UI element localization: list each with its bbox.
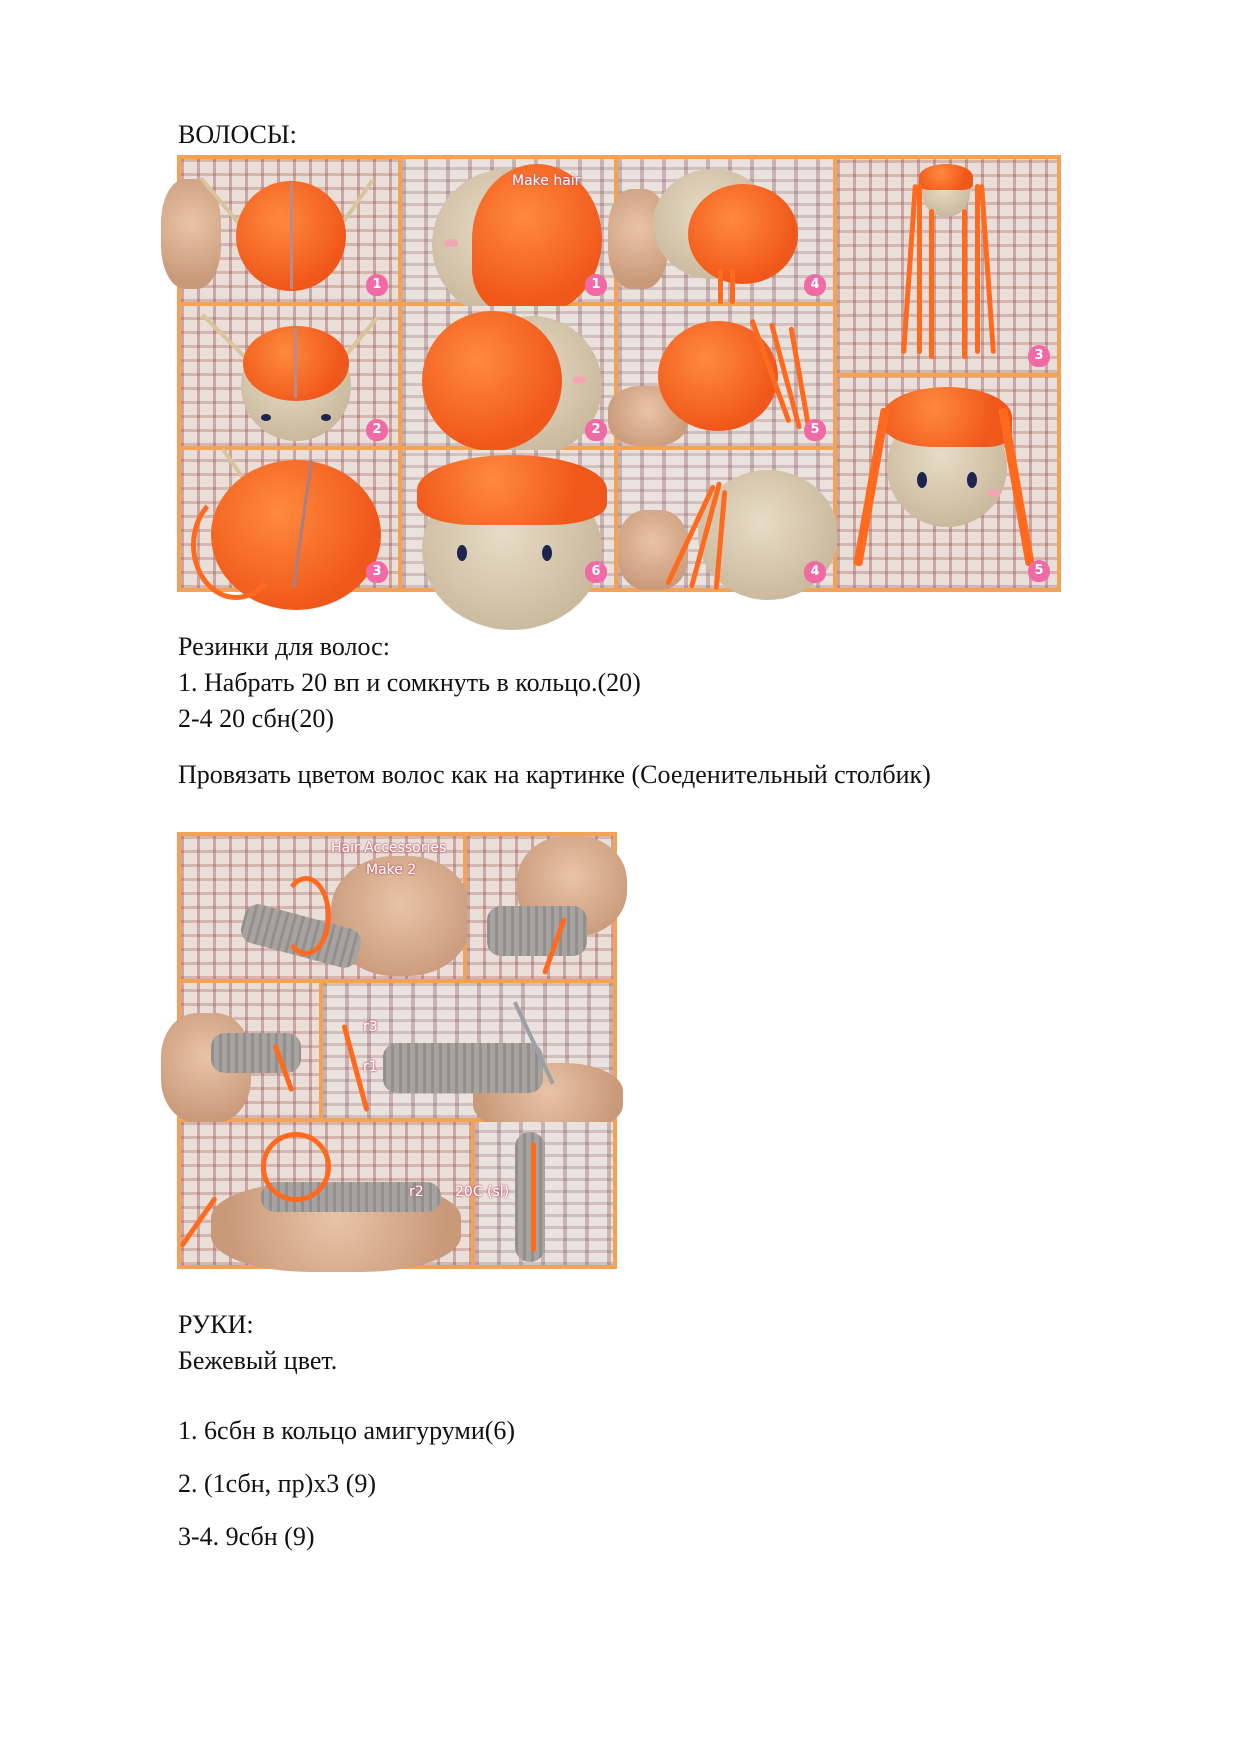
hair-step-photo	[402, 159, 614, 302]
step-badge: 3	[1028, 345, 1050, 367]
bands-title: Резинки для волос:	[178, 632, 390, 661]
accessories-label: Hair Accessories	[331, 840, 447, 856]
bands-note: Провязать цветом волос как на картинке (Соеденительный столбик)	[178, 760, 931, 789]
hair-step-photo	[837, 377, 1057, 588]
hair-step-photo	[181, 450, 398, 588]
step-badge: 4	[804, 274, 826, 296]
accessory-step-photo	[323, 983, 613, 1118]
bands-step-1: 1. Набрать 20 вп и сомкнуть в кольцо.(20)	[178, 668, 641, 697]
hair-step-photo	[181, 306, 398, 446]
accessory-step-photo	[455, 1122, 613, 1265]
hair-heading: ВОЛОСЫ:	[178, 120, 297, 149]
step-badge: 5	[804, 419, 826, 441]
hair-step-photo	[181, 159, 398, 302]
step-badge: 6	[585, 561, 607, 583]
arms-heading: РУКИ:	[178, 1310, 254, 1339]
row-1-label: r1	[363, 1059, 378, 1075]
arms-step-3: 3-4. 9сбн (9)	[178, 1522, 315, 1551]
hair-step-photo	[618, 159, 833, 302]
hair-step-photo	[618, 450, 833, 588]
step-badge: 2	[366, 419, 388, 441]
make-2-label: Make 2	[366, 862, 417, 878]
hair-accessories-collage-image	[177, 832, 617, 1269]
hair-step-photo	[837, 159, 1057, 373]
hair-step-photo	[618, 306, 833, 446]
row-3-label: r3	[363, 1019, 378, 1035]
step-badge: 3	[366, 561, 388, 583]
hair-step-photo	[402, 450, 614, 588]
bands-step-2: 2-4 20 сбн(20)	[178, 704, 334, 733]
hair-step-photo	[402, 306, 614, 446]
accessory-step-photo	[467, 836, 613, 979]
step-badge: 1	[585, 274, 607, 296]
accessory-step-photo	[181, 1122, 471, 1265]
step-badge: 1	[366, 274, 388, 296]
accessory-step-photo	[181, 836, 463, 979]
hair-collage-image	[177, 155, 1061, 592]
row-2-note: 20C (sl)	[455, 1184, 510, 1200]
row-2-label: r2	[409, 1184, 424, 1200]
arms-step-2: 2. (1сбн, пр)х3 (9)	[178, 1469, 377, 1498]
arms-color: Бежевый цвет.	[178, 1346, 338, 1375]
step-badge: 2	[585, 419, 607, 441]
arms-step-1: 1. 6сбн в кольцо амигуруми(6)	[178, 1416, 516, 1445]
accessory-step-photo	[181, 983, 319, 1118]
step-badge: 4	[804, 561, 826, 583]
step-badge: 5	[1028, 560, 1050, 582]
make-hair-label: Make hair	[512, 173, 581, 189]
